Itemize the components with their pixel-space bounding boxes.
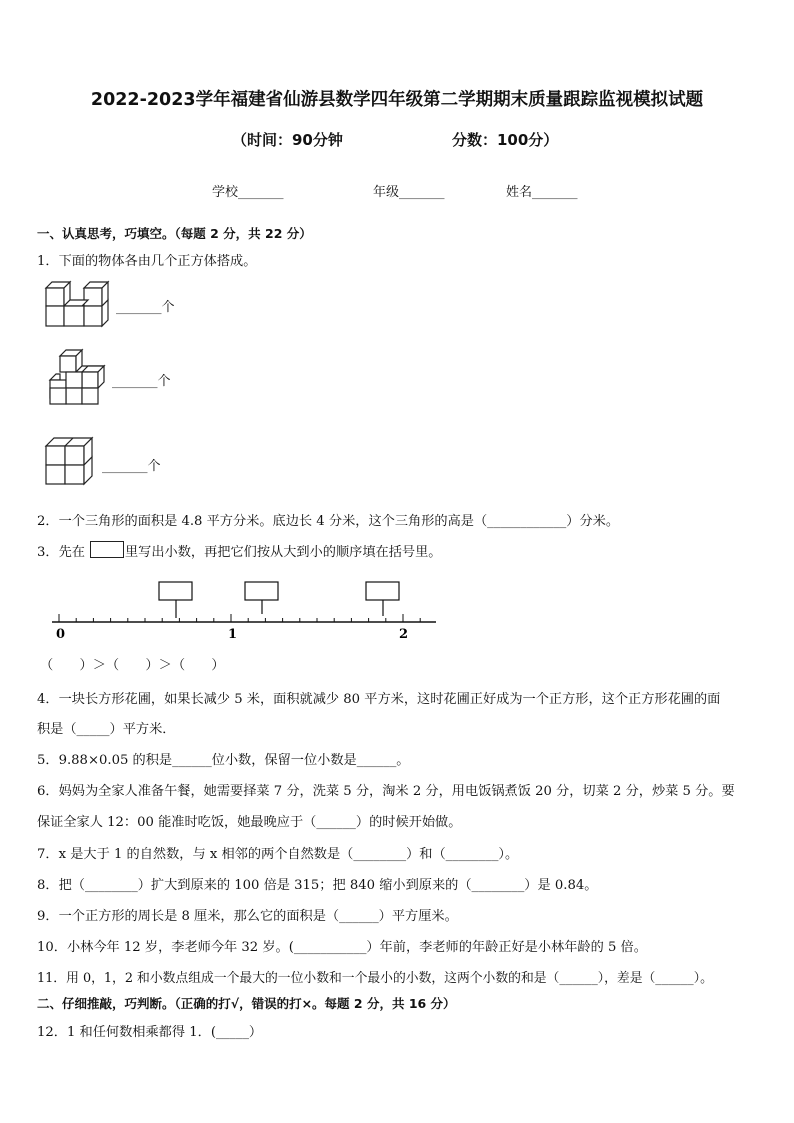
- tick-label-0: 0: [56, 627, 66, 640]
- answer-blank-3[interactable]: _______个: [102, 459, 161, 474]
- number-line-box-3[interactable]: [366, 582, 399, 600]
- tick-label-1: 1: [228, 627, 238, 640]
- question-3-order: （ ）＞（ ）＞（ ）: [40, 658, 225, 673]
- section-2-heading: 二、仔细推敲，巧判断。（正确的打√，错误的打×。每题 2 分，共 16 分）: [37, 996, 456, 1011]
- question-4-line-2: 积是（_____）平方米．: [37, 722, 176, 737]
- name-field: 姓名_______: [506, 185, 578, 200]
- number-line-box-1[interactable]: [159, 582, 192, 600]
- time-label: （时间：90分钟: [232, 131, 343, 149]
- cube-figure-3: [42, 436, 100, 488]
- question-7: 7．x 是大于 1 的自然数，与 x 相邻的两个自然数是（________）和（________）。: [37, 847, 519, 862]
- number-line: [46, 576, 442, 640]
- question-3-suffix: 里写出小数，再把它们按从大到小的顺序填在括号里。: [125, 545, 442, 560]
- answer-box-sample: [90, 541, 124, 558]
- question-6-line-2: 保证全家人 12：00 能准时吃饭，她最晚应于（______）的时候开始做。: [37, 815, 462, 830]
- answer-blank-2[interactable]: _______个: [112, 374, 171, 389]
- question-6-line-1: 6．妈妈为全家人准备午餐，她需要择菜 7 分，洗菜 5 分，淘米 2 分，用电饭锅煮饭 20 分，切菜 2 分，炒菜 5 分。要: [37, 784, 735, 799]
- number-line-box-2[interactable]: [245, 582, 278, 600]
- question-8: 8．把（________）扩大到原来的 100 倍是 315；把 840 缩小到原来的（________）是 0.84。: [37, 878, 598, 893]
- question-4-line-1: 4．一块长方形花圃，如果长减少 5 米，面积就减少 80 平方米，这时花圃正好成为一个正方形，这个正方形花圃的面: [37, 692, 721, 707]
- question-10: 10．小林今年 12 岁，李老师今年 32 岁。(___________）年前，李老师的年龄正好是小林年龄的 5 倍。: [37, 940, 647, 955]
- question-9: 9．一个正方形的周长是 8 厘米，那么它的面积是（______）平方厘米。: [37, 909, 458, 924]
- cube-figure-2: [46, 348, 108, 408]
- tick-label-2: 2: [399, 627, 409, 640]
- question-3-prefix: 3．先在: [37, 545, 85, 560]
- score-label: 分数：100分）: [452, 131, 559, 149]
- question-1: 1．下面的物体各由几个正方体搭成。: [37, 254, 257, 269]
- answer-blank-1[interactable]: _______个: [116, 300, 175, 315]
- page-title: 2022-2023学年福建省仙游县数学四年级第二学期期末质量跟踪监视模拟试题: [90, 90, 704, 110]
- section-1-heading: 一、认真思考，巧填空。（每题 2 分，共 22 分）: [37, 226, 312, 241]
- question-12: 12．1 和任何数相乘都得 1．(_____）: [37, 1025, 263, 1040]
- grade-field: 年级_______: [373, 185, 445, 200]
- question-5: 5．9.88×0.05 的积是______位小数，保留一位小数是______。: [37, 753, 410, 768]
- question-11: 11．用 0，1，2 和小数点组成一个最大的一位小数和一个最小的小数，这两个小数的和是（______），差是（______）。: [37, 971, 713, 986]
- cube-figure-1: [42, 280, 114, 330]
- school-field: 学校_______: [212, 185, 284, 200]
- question-2: 2．一个三角形的面积是 4.8 平方分米。底边长 4 分米，这个三角形的高是（____________）分米。: [37, 514, 620, 529]
